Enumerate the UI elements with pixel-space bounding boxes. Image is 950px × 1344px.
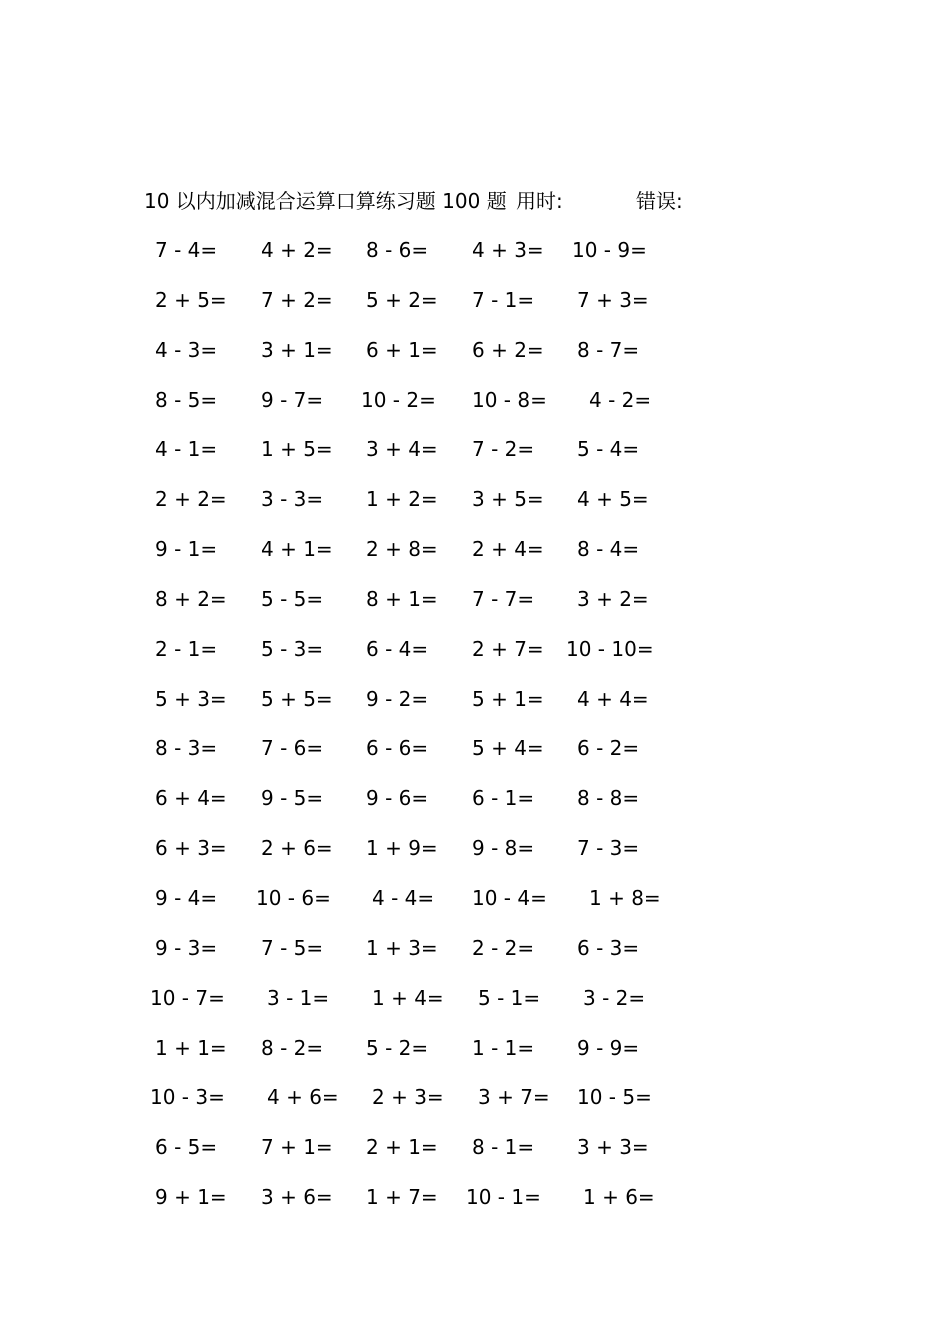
- problem-item: 10 - 6=: [256, 885, 331, 910]
- problem-item: 6 + 2=: [472, 337, 544, 362]
- worksheet-title: 10 以内加减混合运算口算练习题 100 题: [144, 189, 507, 213]
- problem-item: 9 - 1=: [155, 537, 218, 562]
- problem-item: 3 + 6=: [261, 1185, 333, 1210]
- problem-row: [0, 1132, 950, 1182]
- problem-row: [0, 1082, 950, 1132]
- problem-item: 1 + 7=: [366, 1185, 438, 1210]
- problem-item: 9 - 8=: [472, 836, 535, 861]
- problem-item: 3 + 5=: [472, 487, 544, 512]
- problem-item: 10 - 2=: [361, 387, 436, 412]
- problem-item: 9 + 1=: [155, 1185, 227, 1210]
- problem-item: 8 - 8=: [577, 786, 640, 811]
- problem-item: 5 - 5=: [261, 586, 324, 611]
- problem-item: 8 + 2=: [155, 586, 227, 611]
- problem-item: 5 + 2=: [366, 287, 438, 312]
- problem-item: 8 - 4=: [577, 537, 640, 562]
- problem-item: 10 - 4=: [472, 885, 547, 910]
- problem-item: 7 + 1=: [261, 1135, 333, 1160]
- problem-row: [0, 235, 950, 285]
- problem-item: 6 - 3=: [577, 935, 640, 960]
- problem-item: 1 + 5=: [261, 437, 333, 462]
- problem-item: 4 + 6=: [267, 1085, 339, 1110]
- problem-item: 1 + 6=: [583, 1185, 655, 1210]
- problem-item: 2 + 5=: [155, 287, 227, 312]
- problem-row: [0, 983, 950, 1033]
- problem-row: [0, 385, 950, 435]
- problem-row: [0, 584, 950, 634]
- problem-row: [0, 534, 950, 584]
- problem-item: 1 + 9=: [366, 836, 438, 861]
- problem-item: 1 + 8=: [589, 885, 661, 910]
- problem-item: 7 + 2=: [261, 287, 333, 312]
- problem-item: 1 - 1=: [472, 1035, 535, 1060]
- problem-item: 7 - 4=: [155, 238, 218, 262]
- problem-item: 2 - 2=: [472, 935, 535, 960]
- problem-item: 8 + 1=: [366, 586, 438, 611]
- problem-row: [0, 434, 950, 484]
- problem-item: 7 - 1=: [472, 287, 535, 312]
- problem-item: 1 + 2=: [366, 487, 438, 512]
- problem-item: 4 - 1=: [155, 437, 218, 462]
- problem-item: 2 + 3=: [372, 1085, 444, 1110]
- problem-item: 9 - 7=: [261, 387, 324, 412]
- problem-item: 8 - 6=: [366, 238, 429, 262]
- problem-item: 4 + 4=: [577, 686, 649, 711]
- problem-item: 9 - 9=: [577, 1035, 640, 1060]
- problem-item: 6 + 3=: [155, 836, 227, 861]
- problem-item: 2 - 1=: [155, 636, 218, 661]
- problem-row: [0, 684, 950, 734]
- problem-row: [0, 1033, 950, 1083]
- problem-item: 2 + 6=: [261, 836, 333, 861]
- problem-item: 4 + 5=: [577, 487, 649, 512]
- problem-row: [0, 783, 950, 833]
- problem-item: 9 - 6=: [366, 786, 429, 811]
- problem-item: 2 + 7=: [472, 636, 544, 661]
- errors-label: 错误:: [636, 189, 683, 213]
- problem-row: [0, 733, 950, 783]
- problem-item: 4 + 3=: [472, 238, 544, 262]
- problem-row: [0, 883, 950, 933]
- problem-item: 6 + 1=: [366, 337, 438, 362]
- problem-item: 8 - 5=: [155, 387, 218, 412]
- problem-item: 2 + 4=: [472, 537, 544, 562]
- problem-item: 3 - 1=: [267, 985, 330, 1010]
- problem-item: 4 + 2=: [261, 238, 333, 262]
- problem-row: [0, 335, 950, 385]
- problem-item: 1 + 3=: [366, 935, 438, 960]
- problem-item: 3 + 7=: [478, 1085, 550, 1110]
- problem-item: 10 - 5=: [577, 1085, 652, 1110]
- problem-item: 3 - 3=: [261, 487, 324, 512]
- problem-item: 10 - 1=: [466, 1185, 541, 1210]
- problem-item: 9 - 4=: [155, 885, 218, 910]
- problem-item: 7 + 3=: [577, 287, 649, 312]
- problem-item: 3 + 2=: [577, 586, 649, 611]
- problem-item: 8 - 1=: [472, 1135, 535, 1160]
- problem-item: 4 - 2=: [589, 387, 652, 412]
- problem-item: 1 + 1=: [155, 1035, 227, 1060]
- problem-item: 8 - 2=: [261, 1035, 324, 1060]
- problem-item: 10 - 7=: [150, 985, 225, 1010]
- problem-item: 4 + 1=: [261, 537, 333, 562]
- problem-item: 5 - 4=: [577, 437, 640, 462]
- problem-item: 9 - 5=: [261, 786, 324, 811]
- problem-item: 7 - 7=: [472, 586, 535, 611]
- problem-item: 3 + 3=: [577, 1135, 649, 1160]
- problem-item: 5 - 2=: [366, 1035, 429, 1060]
- problem-item: 10 - 3=: [150, 1085, 225, 1110]
- problem-grid: [0, 235, 950, 1232]
- problem-item: 8 - 3=: [155, 736, 218, 761]
- problem-item: 9 - 3=: [155, 935, 218, 960]
- problem-item: 3 - 2=: [583, 985, 646, 1010]
- problem-item: 2 + 8=: [366, 537, 438, 562]
- problem-item: 8 - 7=: [577, 337, 640, 362]
- problem-item: 7 - 5=: [261, 935, 324, 960]
- problem-item: 6 - 5=: [155, 1135, 218, 1160]
- problem-item: 5 - 3=: [261, 636, 324, 661]
- problem-item: 7 - 2=: [472, 437, 535, 462]
- problem-item: 6 + 4=: [155, 786, 227, 811]
- problem-item: 9 - 2=: [366, 686, 429, 711]
- problem-item: 10 - 8=: [472, 387, 547, 412]
- worksheet-header: [0, 186, 950, 216]
- problem-item: 4 - 3=: [155, 337, 218, 362]
- problem-item: 5 - 1=: [478, 985, 541, 1010]
- problem-item: 6 - 2=: [577, 736, 640, 761]
- problem-row: [0, 1182, 950, 1232]
- problem-item: 6 - 1=: [472, 786, 535, 811]
- problem-item: 7 - 3=: [577, 836, 640, 861]
- problem-item: 5 + 1=: [472, 686, 544, 711]
- time-used-label: 用时:: [516, 189, 563, 213]
- problem-item: 10 - 10=: [566, 636, 654, 661]
- problem-item: 4 - 4=: [372, 885, 435, 910]
- problem-item: 5 + 3=: [155, 686, 227, 711]
- problem-item: 7 - 6=: [261, 736, 324, 761]
- problem-row: [0, 484, 950, 534]
- problem-item: 5 + 4=: [472, 736, 544, 761]
- problem-item: 3 + 1=: [261, 337, 333, 362]
- problem-item: 1 + 4=: [372, 985, 444, 1010]
- problem-row: [0, 285, 950, 335]
- problem-item: 3 + 4=: [366, 437, 438, 462]
- problem-row: [0, 933, 950, 983]
- problem-row: [0, 634, 950, 684]
- problem-item: 2 + 2=: [155, 487, 227, 512]
- problem-item: 10 - 9=: [572, 238, 647, 262]
- problem-row: [0, 833, 950, 883]
- problem-item: 6 - 6=: [366, 736, 429, 761]
- problem-item: 2 + 1=: [366, 1135, 438, 1160]
- problem-item: 6 - 4=: [366, 636, 429, 661]
- problem-item: 5 + 5=: [261, 686, 333, 711]
